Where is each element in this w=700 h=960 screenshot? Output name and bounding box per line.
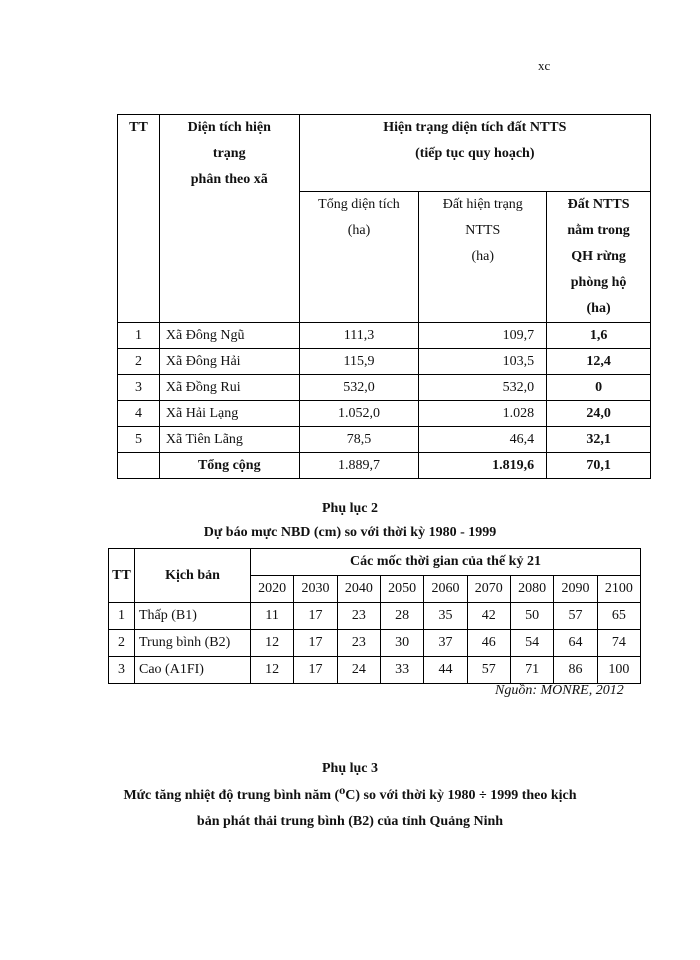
t1-header-current: Đất hiện trạng NTTS (ha) — [419, 192, 547, 323]
table-row: 1 Xã Đông Ngũ 111,3 109,7 1,6 — [118, 323, 651, 349]
source-note: Nguồn: MONRE, 2012 — [495, 683, 624, 698]
t2-header-tt: TT — [109, 549, 135, 603]
appendix3-title: Phụ lục 3 — [321, 761, 378, 776]
table-row: 3 Cao (A1FI) 12 17 24 33 44 57 71 86 100 — [109, 657, 641, 684]
table-row: 3 Xã Đồng Rui 532,0 532,0 0 — [118, 375, 651, 401]
table-row: 2 Xã Đông Hải 115,9 103,5 12,4 — [118, 349, 651, 375]
table-row: 4 Xã Hải Lạng 1.052,0 1.028 24,0 — [118, 401, 651, 427]
table-row: 1 Thấp (B1) 11 17 23 28 35 42 50 57 65 — [109, 603, 641, 630]
appendix3-line1: Mức tăng nhiệt độ trung bình năm (⁰C) so với thời kỳ 1980 ÷ 1999 theo kịch — [123, 788, 577, 803]
appendix2-title: Phụ lục 2 — [321, 501, 378, 516]
year-header-row: 2020 2030 2040 2050 2060 2070 2080 2090 2100 — [109, 576, 641, 603]
appendix3-line2: bản phát thải trung bình (B2) của tỉnh Quảng Ninh — [196, 814, 504, 829]
page-number: xc — [538, 58, 551, 73]
t1-header-total: Tổng diện tích (ha) — [299, 192, 419, 323]
sea-level-table — [108, 548, 641, 684]
t1-header-area: Diện tích hiện trạng phân theo xã — [159, 115, 299, 323]
t1-header-forest: Đất NTTS nằm trong QH rừng phòng hộ (ha) — [547, 192, 651, 323]
table-row: 2 Trung bình (B2) 12 17 23 30 37 46 54 64 74 — [109, 630, 641, 657]
t2-header-scenario: Kịch bản — [135, 549, 251, 603]
table-row: 5 Xã Tiên Lãng 78,5 46,4 32,1 — [118, 427, 651, 453]
t1-header-tt: TT — [118, 115, 160, 323]
land-area-table — [117, 114, 651, 479]
appendix2-subtitle: Dự báo mực NBD (cm) so với thời kỳ 1980 - 1999 — [203, 525, 497, 540]
t1-header-status: Hiện trạng diện tích đất NTTS (tiếp tục quy hoạch) — [299, 115, 650, 192]
t2-header-milestones: Các mốc thời gian của thế kỷ 21 — [251, 549, 641, 576]
table-total-row: Tổng cộng 1.889,7 1.819,6 70,1 — [118, 453, 651, 479]
